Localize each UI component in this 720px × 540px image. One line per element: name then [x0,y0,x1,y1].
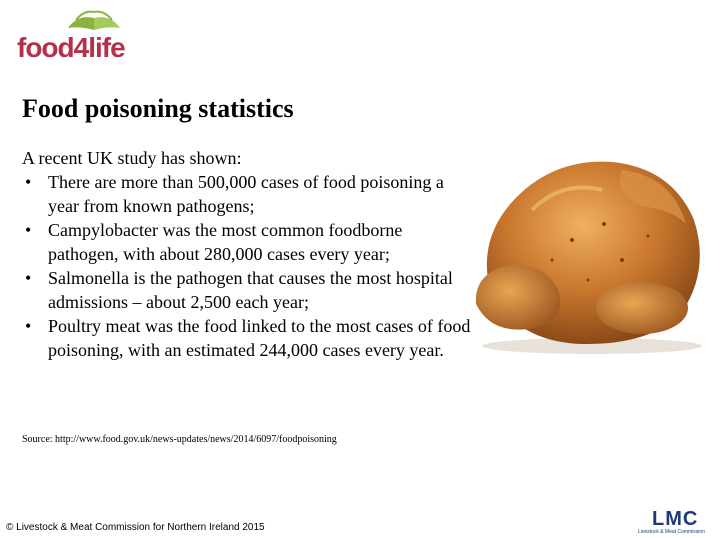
list-item [22,218,472,266]
bullet-icon: • [25,316,32,336]
bullet-text: There are more than 500,000 cases of food poisoning a year from known pathogens; [48,172,444,216]
roast-chicken-icon [472,140,710,355]
intro-text: A recent UK study has shown: [22,148,242,168]
food4life-logo [14,8,144,62]
lmc-letters: LMC [652,508,699,530]
bullet-icon: • [25,268,32,288]
lmc-subtitle: Livestock & Meat Commission [638,529,705,535]
lmc-logo [636,508,712,538]
bullet-text: Campylobacter was the most common foodborne pathogen, with about 280,000 cases every year; [48,220,403,264]
bullet-icon: • [25,172,32,192]
list-item [22,314,472,362]
bullet-text: Poultry meat was the food linked to the most cases of food poisoning, with an estimated 244,000 cases every year. [48,316,471,360]
logo-text: food4life [17,32,125,63]
list-item [22,266,472,314]
list-item [22,170,472,218]
bullet-list [22,170,472,362]
slide-body [22,146,472,362]
bullet-icon: • [25,220,32,240]
copyright-footer: © Livestock & Meat Commission for Northern Ireland 2015 [6,522,265,533]
page-title: Food poisoning statistics [22,94,294,123]
bullet-text: Salmonella is the pathogen that causes the most hospital admissions – about 2,500 each year; [48,268,453,312]
book-leaf-icon [64,8,144,34]
source-citation: Source: http://www.food.gov.uk/news-updates/news/2014/6097/foodpoisoning [22,434,337,445]
